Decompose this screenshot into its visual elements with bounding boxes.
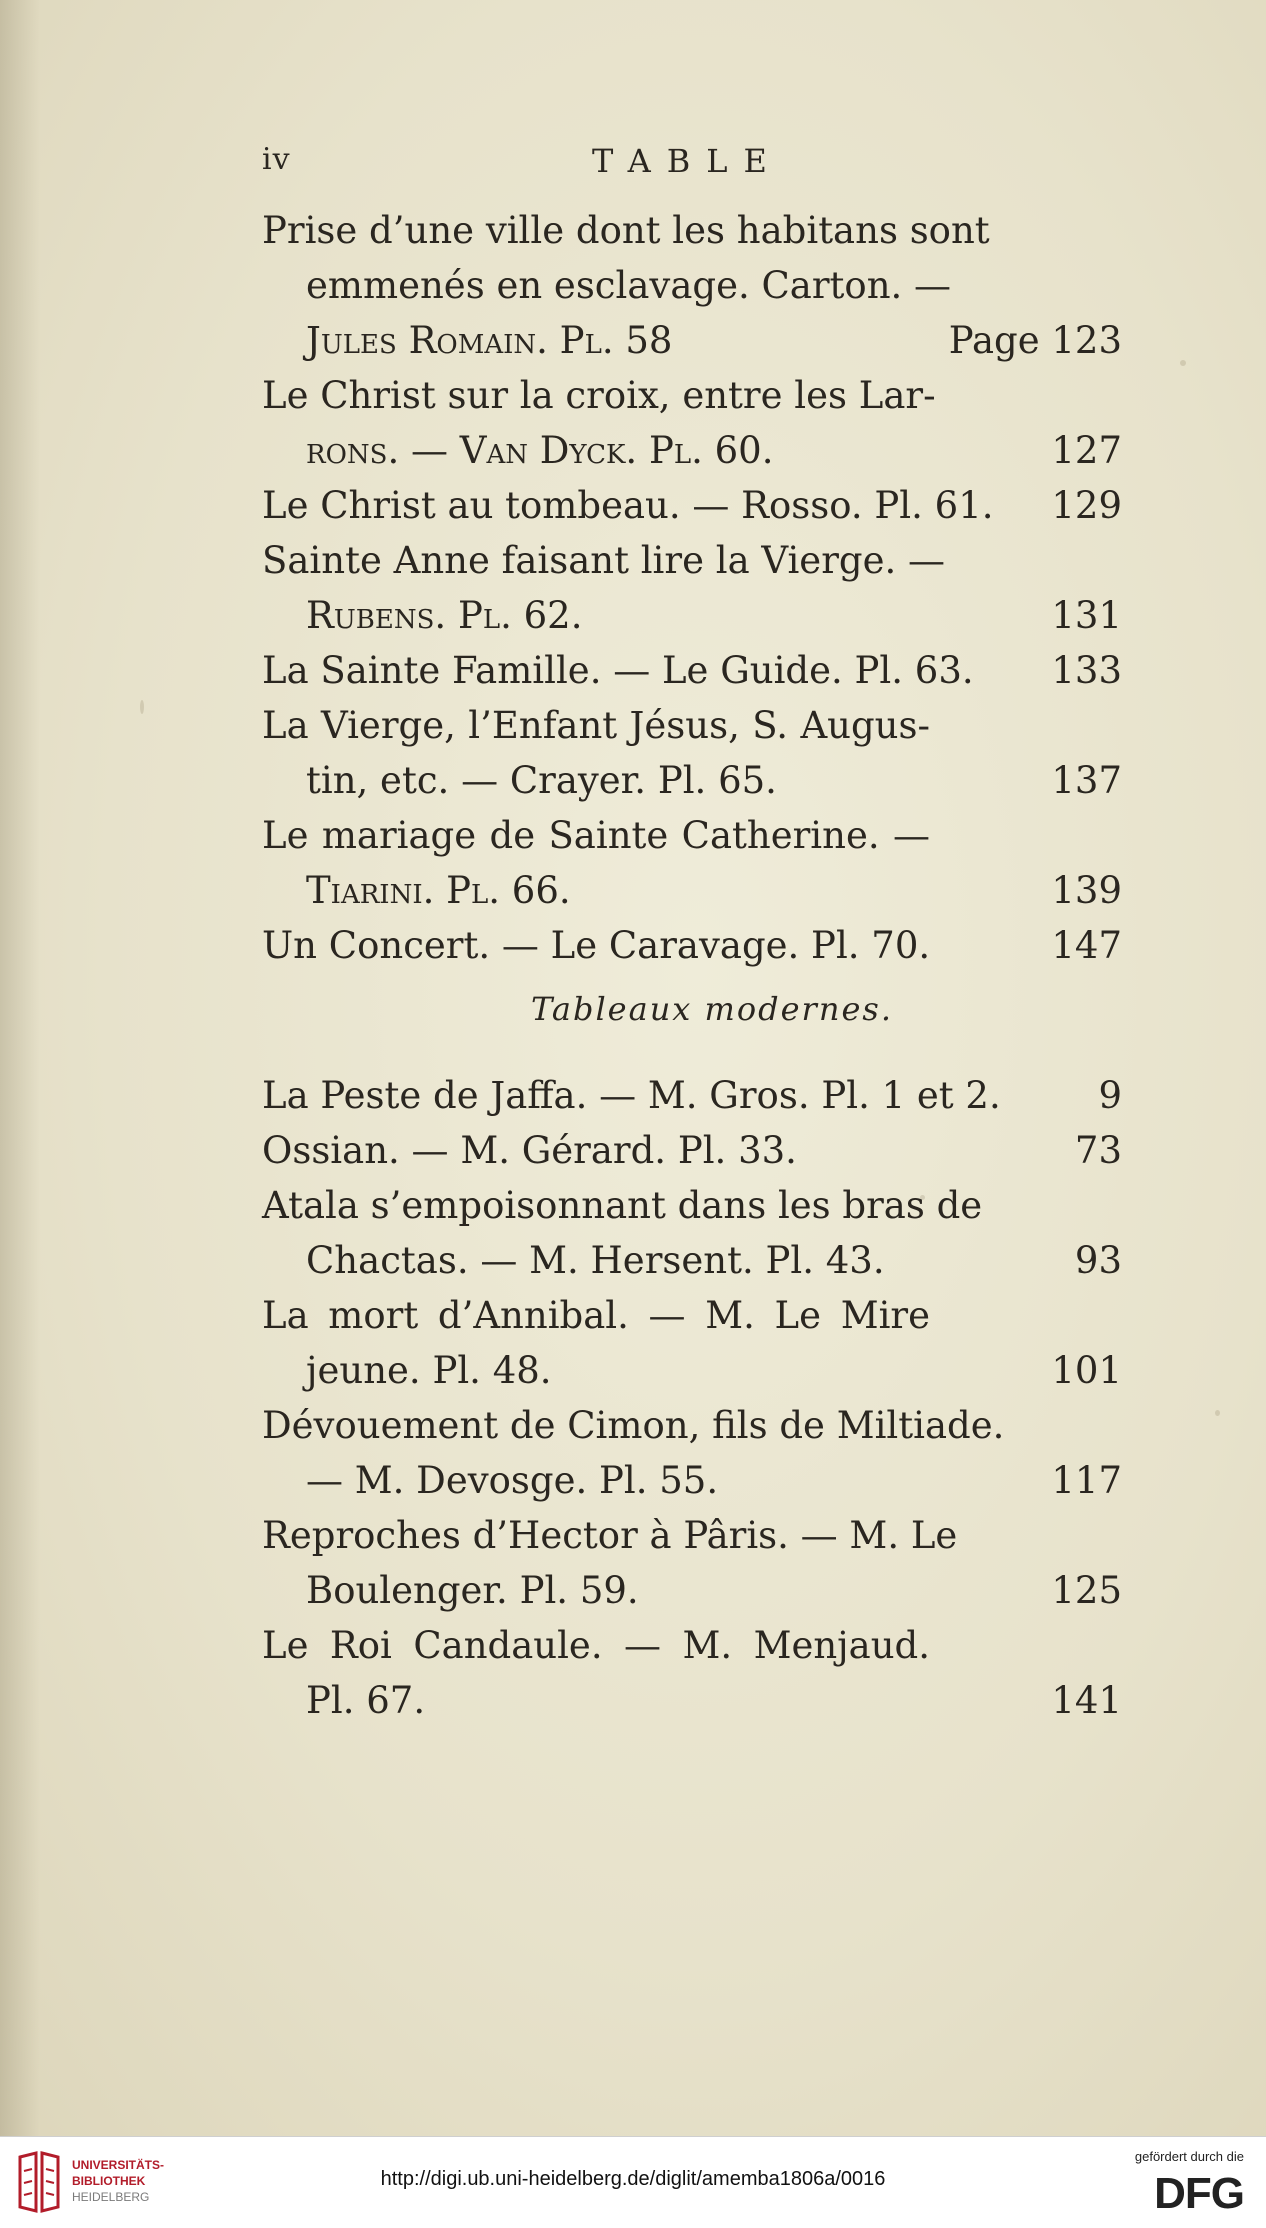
entry-page: 101 (1051, 1349, 1122, 1392)
entry-text: Le Roi Candaule. — M. Menjaud. (262, 1624, 930, 1667)
entry-page: 117 (1051, 1459, 1122, 1502)
toc-entry (262, 478, 1122, 533)
entry-page: 127 (1051, 429, 1122, 472)
entry-text: Pl. 67. (306, 1679, 426, 1722)
entry-text: Le Christ sur la croix, entre les Lar- (262, 374, 936, 417)
entry-page: 93 (1074, 1239, 1122, 1282)
entry-text: La Peste de Jaffa. — M. Gros. Pl. 1 et 2. (262, 1074, 1001, 1117)
entry-text: La Sainte Famille. — Le Guide. Pl. 63. (262, 649, 974, 692)
entry-text: Le mariage de Sainte Catherine. — (262, 814, 930, 857)
paper-spot (1215, 1410, 1220, 1416)
entry-text: La mort d’Annibal. — M. Le Mire (262, 1294, 930, 1337)
entry-page: 133 (1051, 649, 1122, 692)
entry-text: Prise d’une ville dont les habitans sont (262, 209, 990, 252)
digitization-footer (0, 2136, 1266, 2228)
entry-text: rons. — Van Dyck. Pl. 60. (306, 429, 774, 472)
entry-text: Reproches d’Hector à Pâris. — M. Le (262, 1514, 958, 1557)
toc-entry (262, 1123, 1122, 1178)
page-gutter-shadow (0, 0, 40, 2136)
entry-text: Jules Romain. Pl. 58 (306, 319, 673, 362)
entry-page: 137 (1051, 759, 1122, 802)
library-name-line: HEIDELBERG (72, 2190, 150, 2204)
entry-page: 147 (1051, 924, 1122, 967)
entry-page: 131 (1051, 594, 1122, 637)
permalink-url[interactable]: http://digi.ub.uni-heidelberg.de/diglit/amemba1806a/0016 (380, 2168, 886, 2190)
funder-note: gefördert durch die (1134, 2149, 1244, 2164)
entry-text: jeune. Pl. 48. (306, 1349, 552, 1392)
entry-text: Tiarini. Pl. 66. (306, 869, 571, 912)
toc-entry (262, 698, 1122, 808)
entry-text: Ossian. — M. Gérard. Pl. 33. (262, 1129, 797, 1172)
page-title: TABLE (592, 142, 783, 180)
toc-entry (262, 1178, 1122, 1288)
toc-entry (262, 203, 1122, 368)
entry-text: Rubens. Pl. 62. (306, 594, 583, 637)
entry-page: 73 (1074, 1129, 1122, 1172)
entry-page: 129 (1051, 484, 1122, 527)
toc-entry (262, 533, 1122, 643)
entry-page: 125 (1051, 1569, 1122, 1612)
entry-page: 9 (1098, 1074, 1122, 1117)
running-header (262, 142, 1122, 192)
paper-spot (1180, 360, 1186, 366)
toc-entry (262, 1508, 1122, 1618)
toc-entry (262, 808, 1122, 918)
entry-text: La Vierge, l’Enfant Jésus, S. Augus- (262, 704, 930, 747)
entry-page: 139 (1051, 869, 1122, 912)
entry-text: Atala s’empoisonnant dans les bras de (262, 1184, 983, 1227)
toc-entry (262, 368, 1122, 478)
toc-entry (262, 1068, 1122, 1123)
toc-entry (262, 643, 1122, 698)
page-number: iv (262, 142, 291, 177)
entry-page: Page 123 (948, 319, 1122, 362)
entry-page: 141 (1051, 1679, 1122, 1722)
entry-text: — M. Devosge. Pl. 55. (306, 1459, 719, 1502)
entry-text: Chactas. — M. Hersent. Pl. 43. (306, 1239, 885, 1282)
entry-text: Un Concert. — Le Caravage. Pl. 70. (262, 924, 931, 967)
entry-text: Boulenger. Pl. 59. (306, 1569, 639, 1612)
entry-text: tin, etc. — Crayer. Pl. 65. (306, 759, 777, 802)
entry-text: emmenés en esclavage. Carton. — (306, 264, 952, 307)
paper-spot (140, 700, 144, 714)
library-name-line: BIBLIOTHEK (72, 2174, 146, 2188)
entry-text: Sainte Anne faisant lire la Vierge. — (262, 539, 945, 582)
dfg-logo: DFG (1154, 2169, 1244, 2218)
toc-entry (262, 918, 1122, 973)
entry-text: Le Christ au tombeau. — Rosso. Pl. 61. (262, 484, 994, 527)
library-name-line: UNIVERSITÄTS- (72, 2158, 165, 2172)
toc-entry (262, 1288, 1122, 1398)
toc-entry (262, 1618, 1122, 1728)
section-heading: Tableaux modernes. (531, 990, 893, 1028)
entry-text: Dévouement de Cimon, fils de Miltiade. (262, 1404, 1005, 1447)
toc-entry (262, 1398, 1122, 1508)
